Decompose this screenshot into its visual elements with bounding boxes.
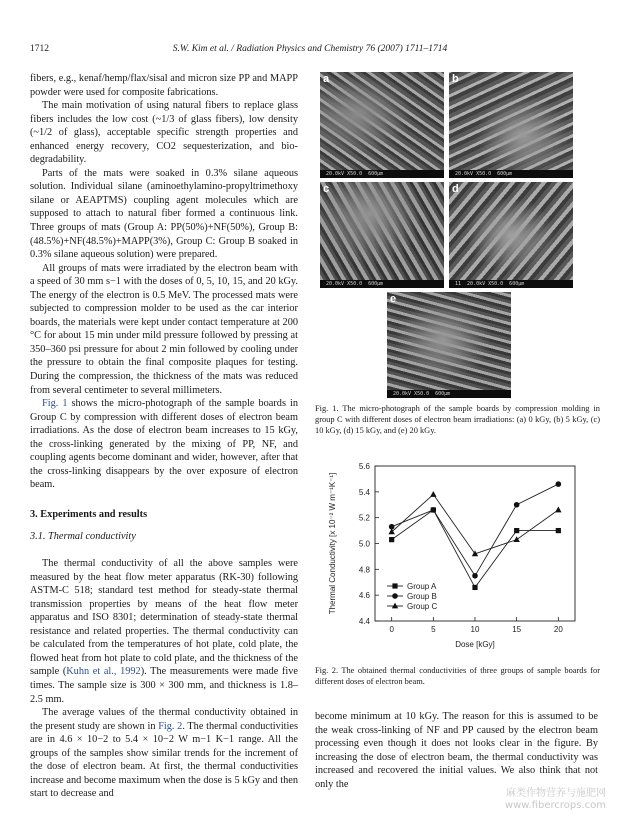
scale-bar: 11 20.0kV X50.0 600μm	[449, 280, 573, 288]
paragraph-7	[30, 706, 298, 801]
right-column	[315, 710, 598, 791]
data-point-group-a	[389, 537, 394, 542]
chart-marks	[388, 481, 561, 590]
sem-panel-d	[449, 182, 573, 288]
data-point-group-a	[472, 585, 477, 590]
series-line-group-b	[392, 484, 559, 576]
paragraph-6	[30, 557, 298, 706]
x-tick-label: 0	[389, 625, 394, 634]
legend-label: Group B	[407, 592, 437, 601]
data-point-group-a	[514, 528, 519, 533]
sem-panel-c	[320, 182, 444, 288]
data-point-group-b	[472, 573, 478, 579]
data-point-group-c	[513, 536, 519, 542]
panel-label: e	[390, 293, 397, 305]
chart-legend	[387, 582, 437, 611]
figure-1	[318, 72, 593, 402]
watermark-line-2: www.fibercrops.com	[504, 800, 606, 811]
figure-2	[315, 454, 600, 659]
legend-marker	[392, 593, 398, 599]
paragraph-8: become minimum at 10 kGy. The reason for this is assumed to be the weak cross-linking of NF and PP caused by the electron beam processing even though it does not looks clear in the figure. By increasing the dose of electron beam, the thermal conductivity was increased and recovered the initial values. We also think that not only the	[315, 711, 598, 790]
chart-axes	[359, 462, 575, 634]
series-line-group-c	[392, 494, 559, 553]
x-tick-label: 20	[553, 625, 563, 634]
data-point-group-a	[556, 528, 561, 533]
paragraph-6-text-b: ). The measurements were made five times. The sample size is 300 × 300 mm, and thickness is 1.8–2.5 mm.	[30, 666, 298, 705]
data-point-group-b	[556, 481, 562, 487]
sem-panel-b	[449, 72, 573, 178]
data-point-group-b	[431, 507, 437, 513]
thermal-conductivity-chart	[315, 454, 600, 659]
figure-2-caption: Fig. 2. The obtained thermal conductivities of three groups of sample boards for different doses of electron beam.	[315, 666, 600, 687]
watermark-line-1: 麻类作物营养与施肥网	[506, 788, 606, 799]
y-tick-label: 5.2	[358, 513, 370, 523]
x-tick-label: 5	[431, 625, 436, 634]
legend-marker	[392, 583, 397, 588]
panel-label: c	[323, 183, 330, 195]
scale-bar: 20.0kV X50.0 600μm	[387, 390, 511, 398]
running-header	[30, 44, 590, 58]
page-number: 1712	[30, 44, 49, 54]
paragraph-4: All groups of mats were irradiated by the electron beam with a speed of 30 mm s−1 with the doses of 0, 5, 10, 15, and 20 kGy. The energy of the electron is 0.5 MeV. The processed mats were subjected to compression molder to be used as the car interior boards, the materials were kept under contact temperature at 200 °C for about 15 min under mild pressure followed by pressing at 350–360 psi pressure for about 2 min followed by cooling under the pressure to obtain the final composite plaques for testing. During the compression, the thickness of the mats was reduced from several centimeter to several millimeters.	[30, 262, 298, 396]
paragraph-2: The main motivation of using natural fibers to replace glass fibers includes the low cost (~1/3 of glass fibers), low density (~1/2 of glass), acceptable specific strength properties and enhanced energy recovery, CO2 sequesterization, and bio-degradability.	[30, 100, 298, 166]
data-point-group-c	[430, 491, 436, 497]
scale-bar: 20.0kV X50.0 600μm	[320, 170, 444, 178]
running-title: S.W. Kim et al. / Radiation Physics and Chemistry 76 (2007) 1711–1714	[172, 44, 448, 54]
paragraph-5-text: shows the micro-photograph of the sample boards in Group C by compression with different doses of electron beam irradiations. As the dose of electron beam increases to 15 kGy, the cross-linking generated by the mixing of PP, NF, and coupling agents become dominant and wider, however, after that the cross-linking disappears by the over exposure of electron beam.	[30, 398, 298, 491]
y-axis-label: Thermal Conductivity [x 10⁻² W m⁻¹K⁻¹]	[328, 472, 337, 615]
y-tick-label: 5.0	[358, 539, 370, 549]
scale-bar: 20.0kV X50.0 600μm	[449, 170, 573, 178]
panel-label: a	[323, 73, 330, 85]
figure-1-caption: Fig. 1. The micro-photograph of the sample boards by compression molding in group C with different doses of electron beam irradiations: (a) 0 kGy, (b) 5 kGy, (c) 10 kGy, (d) 15 kGy, and (e) 20 kGy.	[315, 404, 600, 436]
paragraph-6-text-a: The thermal conductivity of all the above samples were measured by the heat flow meter apparatus (RK-30) following ASTM-C 518; standard test method for steady-state thermal transmission properties by means of the heat flow meter apparatus and ISO 8301; determination of steady-state thermal resistance and related properties. The thermal conductivity can be calculated from the temperatures of hot plate, cold plate, the flowed heat from hot plate to cold plate, and the thickness of the sample (	[30, 558, 298, 678]
y-tick-label: 4.8	[358, 565, 370, 575]
paragraph-1: fibers, e.g., kenaf/hemp/flax/sisal and micron size PP and MAPP powder were used for composite fabrications.	[30, 73, 298, 98]
left-column	[30, 72, 298, 801]
y-tick-label: 4.4	[358, 617, 370, 626]
sem-panel-e	[387, 292, 511, 398]
data-point-group-b	[514, 502, 520, 508]
paragraph-5	[30, 397, 298, 492]
paragraph-3: Parts of the mats were soaked in 0.3% silane aqueous solution. Individual silane (aminoethylamino-propyltrimethoxy silane or AEAPTMS) coupling agent molecules which are supposed to attach to natural fiber formed a continuous link. Three groups of mats (Group A: PP(50%)+NF(50%), Group B: (48.5%)+NF(48.5%)+MAPP(3%), Group C: Group B soaked in 0.3% silane aqueous solution) were prepared.	[30, 167, 298, 261]
y-tick-label: 5.6	[358, 462, 370, 471]
fig2-link[interactable]: Fig. 2	[158, 720, 183, 732]
panel-label: d	[452, 183, 459, 195]
x-tick-label: 10	[470, 625, 480, 634]
panel-label: b	[452, 73, 459, 85]
data-point-group-c	[555, 507, 561, 513]
citation-link[interactable]: Kuhn et al., 1992	[66, 666, 141, 678]
paragraph-7-text-b: . The thermal conductivities are in 4.6 × 10−2 to 5.4 × 10−2 W m−1 K−1 range. All the groups of the samples show similar trends for the increment of the dose of electron beam. At first, the thermal conductivities increase and become maximum when the dose is 5 kGy and then start to decrease and	[30, 720, 298, 800]
fig1-link[interactable]: Fig. 1	[42, 398, 68, 410]
legend-label: Group C	[407, 602, 438, 611]
paragraph-7-text-a: The average values of the thermal conductivity obtained in the present study are shown in	[30, 707, 298, 732]
sem-panel-a	[320, 72, 444, 178]
legend-marker	[392, 603, 398, 609]
y-tick-label: 4.6	[358, 591, 370, 601]
plot-frame	[375, 466, 575, 621]
section-heading: 3. Experiments and results	[30, 508, 148, 520]
watermark	[505, 788, 606, 812]
x-tick-label: 15	[512, 625, 522, 634]
legend-label: Group A	[407, 582, 437, 591]
x-axis-label: Dose [kGy]	[455, 640, 495, 649]
scale-bar: 20.0kV X50.0 600μm	[320, 280, 444, 288]
subsection-heading: 3.1. Thermal conductivity	[30, 530, 136, 542]
y-tick-label: 5.4	[358, 487, 370, 497]
